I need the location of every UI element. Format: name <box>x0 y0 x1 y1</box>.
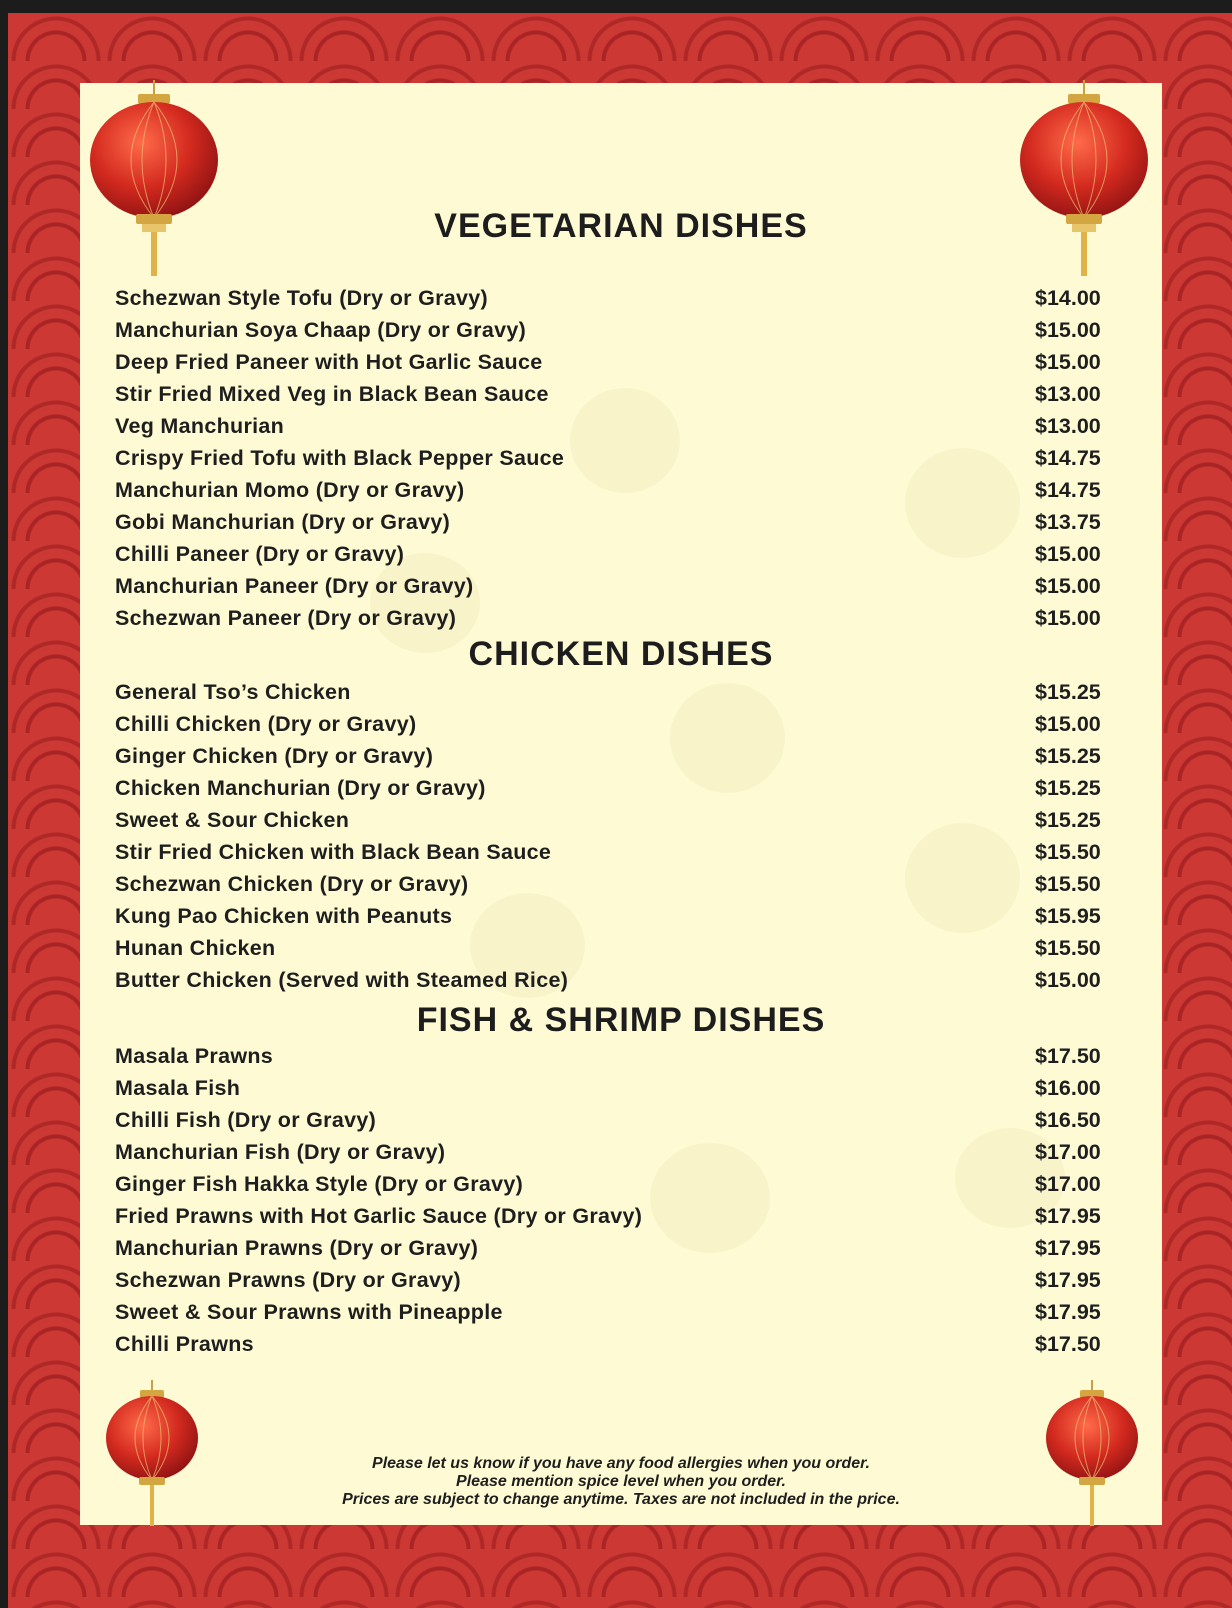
menu-item-price: $14.00 <box>1035 286 1101 310</box>
menu-item-price: $17.00 <box>1035 1140 1101 1164</box>
menu-item <box>115 1044 1115 1076</box>
menu-item <box>115 1140 1115 1172</box>
allergy-note: Please let us know if you have any food allergies when you order. <box>372 1455 870 1472</box>
footer-notes <box>80 1455 1162 1509</box>
price-note: Prices are subject to change anytime. Taxes are not included in the price. <box>342 1491 900 1508</box>
lantern-icon <box>88 80 220 280</box>
lantern-icon <box>1044 1380 1140 1530</box>
menu-item-name: Manchurian Momo (Dry or Gravy) <box>115 478 465 502</box>
menu-item-price: $15.25 <box>1035 776 1101 800</box>
menu-item-name: Manchurian Fish (Dry or Gravy) <box>115 1140 446 1164</box>
menu-item-price: $13.75 <box>1035 510 1101 534</box>
menu-item <box>115 680 1115 712</box>
menu-item-price: $15.00 <box>1035 712 1101 736</box>
menu-item-name: Masala Fish <box>115 1076 241 1100</box>
menu-item <box>115 606 1115 638</box>
menu-item-name: Manchurian Paneer (Dry or Gravy) <box>115 574 474 598</box>
menu-item-name: Fried Prawns with Hot Garlic Sauce (Dry or Gravy) <box>115 1204 643 1228</box>
menu-item-price: $17.95 <box>1035 1204 1101 1228</box>
menu-item <box>115 542 1115 574</box>
menu-item <box>115 1204 1115 1236</box>
menu-item-price: $17.50 <box>1035 1332 1101 1356</box>
menu-item <box>115 1300 1115 1332</box>
menu-item-price: $15.00 <box>1035 968 1101 992</box>
menu-item <box>115 1268 1115 1300</box>
menu-item-price: $17.95 <box>1035 1268 1101 1292</box>
menu-item-name: Chilli Paneer (Dry or Gravy) <box>115 542 405 566</box>
menu-item-name: Veg Manchurian <box>115 414 285 438</box>
menu-item-price: $17.95 <box>1035 1300 1101 1324</box>
menu-item-name: Schezwan Paneer (Dry or Gravy) <box>115 606 457 630</box>
spice-note: Please mention spice level when you order. <box>456 1473 786 1490</box>
menu-item-price: $14.75 <box>1035 478 1101 502</box>
section-title: FISH & SHRIMP DISHES <box>416 1001 826 1039</box>
menu-item <box>115 776 1115 808</box>
menu-item <box>115 382 1115 414</box>
menu-paper <box>80 83 1162 1525</box>
menu-item-price: $15.00 <box>1035 350 1101 374</box>
menu-item-name: Sweet & Sour Chicken <box>115 808 350 832</box>
menu-item-name: Chilli Fish (Dry or Gravy) <box>115 1108 377 1132</box>
menu-item-name: Ginger Fish Hakka Style (Dry or Gravy) <box>115 1172 524 1196</box>
menu-item-price: $14.75 <box>1035 446 1101 470</box>
menu-item-price: $17.50 <box>1035 1044 1101 1068</box>
menu-item-price: $15.50 <box>1035 936 1101 960</box>
menu-item-name: Manchurian Soya Chaap (Dry or Gravy) <box>115 318 527 342</box>
menu-item-name: Hunan Chicken <box>115 936 276 960</box>
menu-item <box>115 574 1115 606</box>
menu-item <box>115 414 1115 446</box>
menu-item <box>115 904 1115 936</box>
menu-item-name: Schezwan Prawns (Dry or Gravy) <box>115 1268 461 1292</box>
menu-item-price: $15.00 <box>1035 542 1101 566</box>
menu-item <box>115 1332 1115 1364</box>
menu-item-price: $15.50 <box>1035 840 1101 864</box>
menu-item-name: General Tso’s Chicken <box>115 680 351 704</box>
menu-item <box>115 350 1115 382</box>
menu-item-price: $17.95 <box>1035 1236 1101 1260</box>
section-title: CHICKEN DISHES <box>468 635 774 673</box>
menu-item <box>115 1108 1115 1140</box>
menu-item-name: Gobi Manchurian (Dry or Gravy) <box>115 510 451 534</box>
menu-item <box>115 712 1115 744</box>
menu-item-name: Schezwan Chicken (Dry or Gravy) <box>115 872 469 896</box>
menu-item <box>115 1172 1115 1204</box>
menu-item <box>115 744 1115 776</box>
section-title: VEGETARIAN DISHES <box>434 207 808 245</box>
menu-item <box>115 808 1115 840</box>
menu-item-price: $15.00 <box>1035 318 1101 342</box>
menu-item-price: $15.25 <box>1035 808 1101 832</box>
menu-item-name: Manchurian Prawns (Dry or Gravy) <box>115 1236 479 1260</box>
menu-item <box>115 1076 1115 1108</box>
menu-item-name: Deep Fried Paneer with Hot Garlic Sauce <box>115 350 543 374</box>
menu-item-name: Stir Fried Mixed Veg in Black Bean Sauce <box>115 382 549 406</box>
menu-item-name: Crispy Fried Tofu with Black Pepper Sauce <box>115 446 565 470</box>
menu-item-name: Schezwan Style Tofu (Dry or Gravy) <box>115 286 489 310</box>
menu-item-name: Chilli Prawns <box>115 1332 254 1356</box>
menu-item <box>115 510 1115 542</box>
menu-item <box>115 840 1115 872</box>
lantern-icon <box>104 1380 200 1530</box>
lantern-icon <box>1018 80 1150 280</box>
menu-item-name: Stir Fried Chicken with Black Bean Sauce <box>115 840 552 864</box>
menu-item-name: Chicken Manchurian (Dry or Gravy) <box>115 776 486 800</box>
menu-item <box>115 872 1115 904</box>
menu-item-price: $15.25 <box>1035 680 1101 704</box>
menu-item-price: $13.00 <box>1035 414 1101 438</box>
menu-item-price: $15.00 <box>1035 574 1101 598</box>
menu-item <box>115 936 1115 968</box>
menu-item-price: $15.00 <box>1035 606 1101 630</box>
menu-item <box>115 318 1115 350</box>
menu-item-price: $16.00 <box>1035 1076 1101 1100</box>
menu-item-name: Sweet & Sour Prawns with Pineapple <box>115 1300 503 1324</box>
menu-item <box>115 286 1115 318</box>
menu-item-price: $15.25 <box>1035 744 1101 768</box>
menu-item-name: Chilli Chicken (Dry or Gravy) <box>115 712 417 736</box>
menu-item-name: Kung Pao Chicken with Peanuts <box>115 904 453 928</box>
menu-item-price: $15.50 <box>1035 872 1101 896</box>
menu-item <box>115 1236 1115 1268</box>
menu-item <box>115 446 1115 478</box>
menu-item-price: $15.95 <box>1035 904 1101 928</box>
menu-item-price: $16.50 <box>1035 1108 1101 1132</box>
menu-item-name: Masala Prawns <box>115 1044 274 1068</box>
menu-item <box>115 478 1115 510</box>
menu-item-price: $13.00 <box>1035 382 1101 406</box>
menu-item <box>115 968 1115 1000</box>
menu-item-name: Butter Chicken (Served with Steamed Rice) <box>115 968 569 992</box>
menu-item-name: Ginger Chicken (Dry or Gravy) <box>115 744 434 768</box>
menu-item-price: $17.00 <box>1035 1172 1101 1196</box>
